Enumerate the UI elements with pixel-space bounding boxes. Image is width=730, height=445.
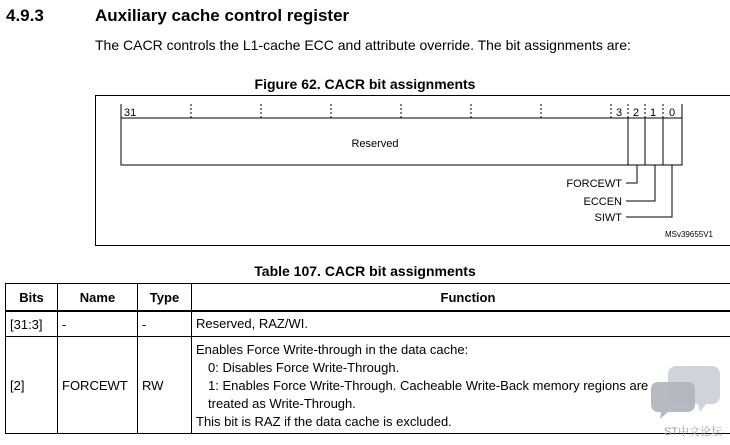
cell-bits: [31:3] (6, 311, 58, 337)
bit-label-0: 0 (669, 107, 676, 119)
cell-type: RW (138, 337, 192, 434)
bit-label-31: 31 (124, 107, 137, 119)
chat-bubble-icon (646, 360, 726, 420)
register-box (121, 118, 682, 165)
bit-label-1: 1 (650, 107, 657, 119)
table-row (6, 337, 730, 434)
bit-label-3: 3 (616, 107, 623, 119)
callout-forcewt (626, 165, 637, 183)
section-number: 4.9.3 (6, 6, 44, 25)
intro-paragraph: The CACR controls the L1-cache ECC and attribute override. The bit assignments are: (95, 37, 631, 53)
field-label-siwt: SIWT (594, 212, 622, 224)
bit-assignments-table (5, 283, 730, 434)
function-text: 0: Disables Force Write-Through. (208, 360, 400, 375)
header-bits: Bits (6, 284, 58, 312)
figure-title: Figure 62. CACR bit assignments (254, 76, 476, 92)
cell-type: - (138, 311, 192, 337)
function-text: treated as Write-Through. (208, 396, 356, 411)
table-title: Table 107. CACR bit assignments (254, 263, 476, 279)
cell-name: FORCEWT (58, 337, 138, 434)
field-label-eccen: ECCEN (583, 196, 622, 208)
cell-name: - (58, 311, 138, 337)
reserved-label: Reserved (351, 138, 399, 150)
figure-code: MSv39655V1 (664, 230, 713, 239)
table-row (6, 311, 730, 337)
section-title: Auxiliary cache control register (95, 6, 350, 25)
watermark-text: ST中文论坛 (663, 426, 722, 438)
dashed-ticks (191, 104, 663, 118)
header-function: Function (192, 284, 730, 312)
bit-label-2: 2 (633, 107, 640, 119)
function-text: Reserved, RAZ/WI. (196, 316, 308, 331)
header-name: Name (58, 284, 138, 312)
function-text: Enables Force Write-through in the data cache: (196, 342, 469, 357)
field-label-forcewt: FORCEWT (566, 178, 622, 190)
callout-siwt (626, 165, 672, 217)
cell-function (192, 311, 730, 337)
function-text: This bit is RAZ if the data cache is excluded. (196, 414, 452, 429)
table-header-row (6, 284, 730, 312)
cell-bits: [2] (6, 337, 58, 434)
header-type: Type (138, 284, 192, 312)
function-text: 1: Enables Force Write-Through. Cacheable Write-Back memory regions are (208, 378, 649, 393)
